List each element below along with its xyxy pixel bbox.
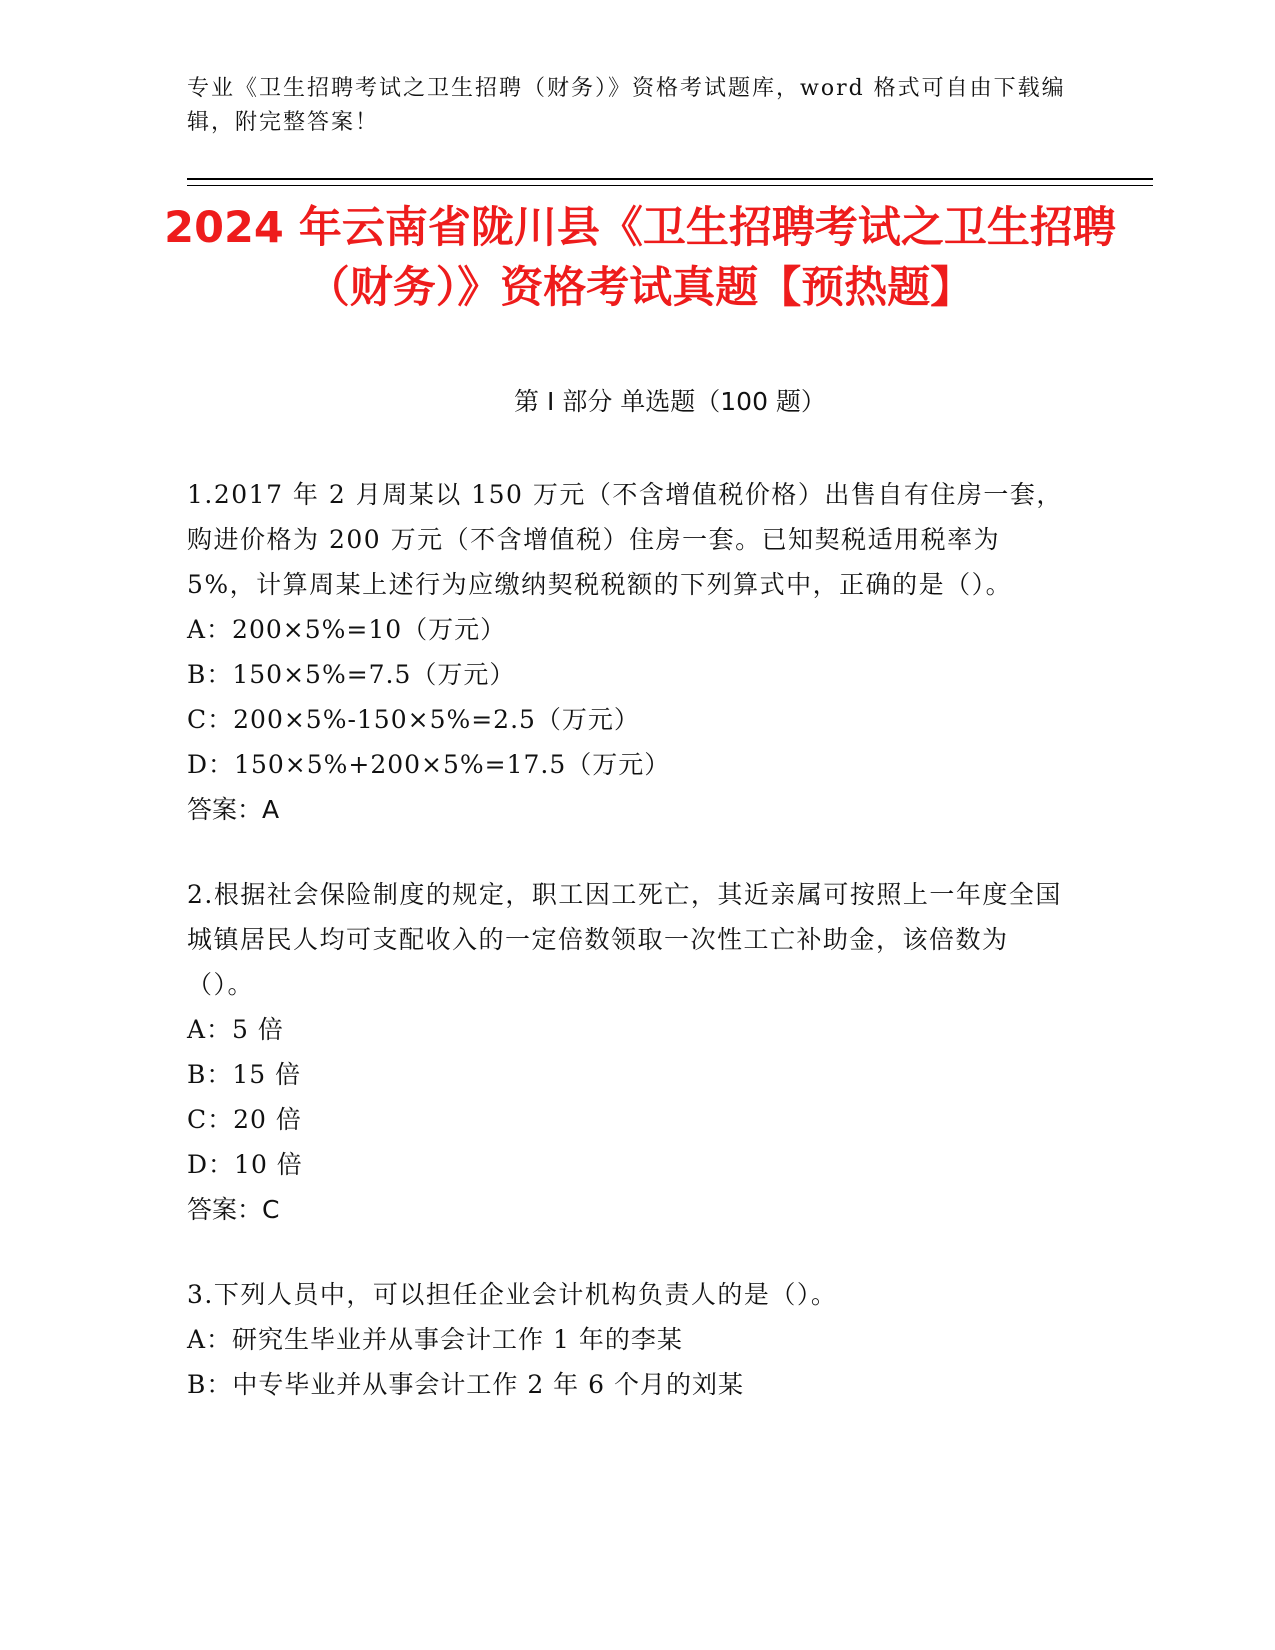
question-stem: 1.2017 年 2 月周某以 150 万元（不含增值税价格）出售自有住房一套，购进价格为 200 万元（不含增值税）住房一套。已知契税适用税率为 5%，计算周某上述行为应缴纳契税税额的下列算式中，正确的是（）。 — [187, 480, 1063, 599]
question-2 — [187, 872, 1067, 1232]
question-3 — [187, 1272, 1067, 1407]
option-b: B：中专毕业并从事会计工作 2 年 6 个月的刘某 — [187, 1370, 744, 1399]
option-d: D：150×5%+200×5%=17.5（万元） — [187, 750, 671, 779]
option-b: B：150×5%=7.5（万元） — [187, 660, 516, 689]
option-b: B：15 倍 — [187, 1060, 302, 1089]
question-stem: 2.根据社会保险制度的规定，职工因工死亡，其近亲属可按照上一年度全国城镇居民人均可支配收入的一定倍数领取一次性工亡补助金，该倍数为（）。 — [187, 880, 1062, 999]
option-d: D：10 倍 — [187, 1150, 303, 1179]
answer: 答案：A — [187, 795, 280, 824]
document-title: 2024 年云南省陇川县《卫生招聘考试之卫生招聘（财务）》资格考试真题【预热题】 — [164, 203, 1116, 313]
question-stem: 3.下列人员中，可以担任企业会计机构负责人的是（）。 — [187, 1280, 838, 1309]
option-c: C：20 倍 — [187, 1105, 302, 1134]
option-a: A：研究生毕业并从事会计工作 1 年的李某 — [187, 1325, 683, 1354]
section-title: 第 I 部分 单选题（100 题） — [514, 387, 826, 416]
option-a: A：200×5%=10（万元） — [187, 615, 507, 644]
header-divider-thin — [187, 185, 1153, 186]
option-c: C：200×5%-150×5%=2.5（万元） — [187, 705, 640, 734]
answer: 答案：C — [187, 1195, 280, 1224]
option-a: A：5 倍 — [187, 1015, 284, 1044]
question-list — [187, 472, 1067, 1447]
header-note: 专业《卫生招聘考试之卫生招聘（财务）》资格考试题库，word 格式可自由下载编辑，附完整答案！ — [187, 76, 1066, 135]
header-divider-thick — [187, 178, 1153, 180]
question-1 — [187, 472, 1067, 832]
